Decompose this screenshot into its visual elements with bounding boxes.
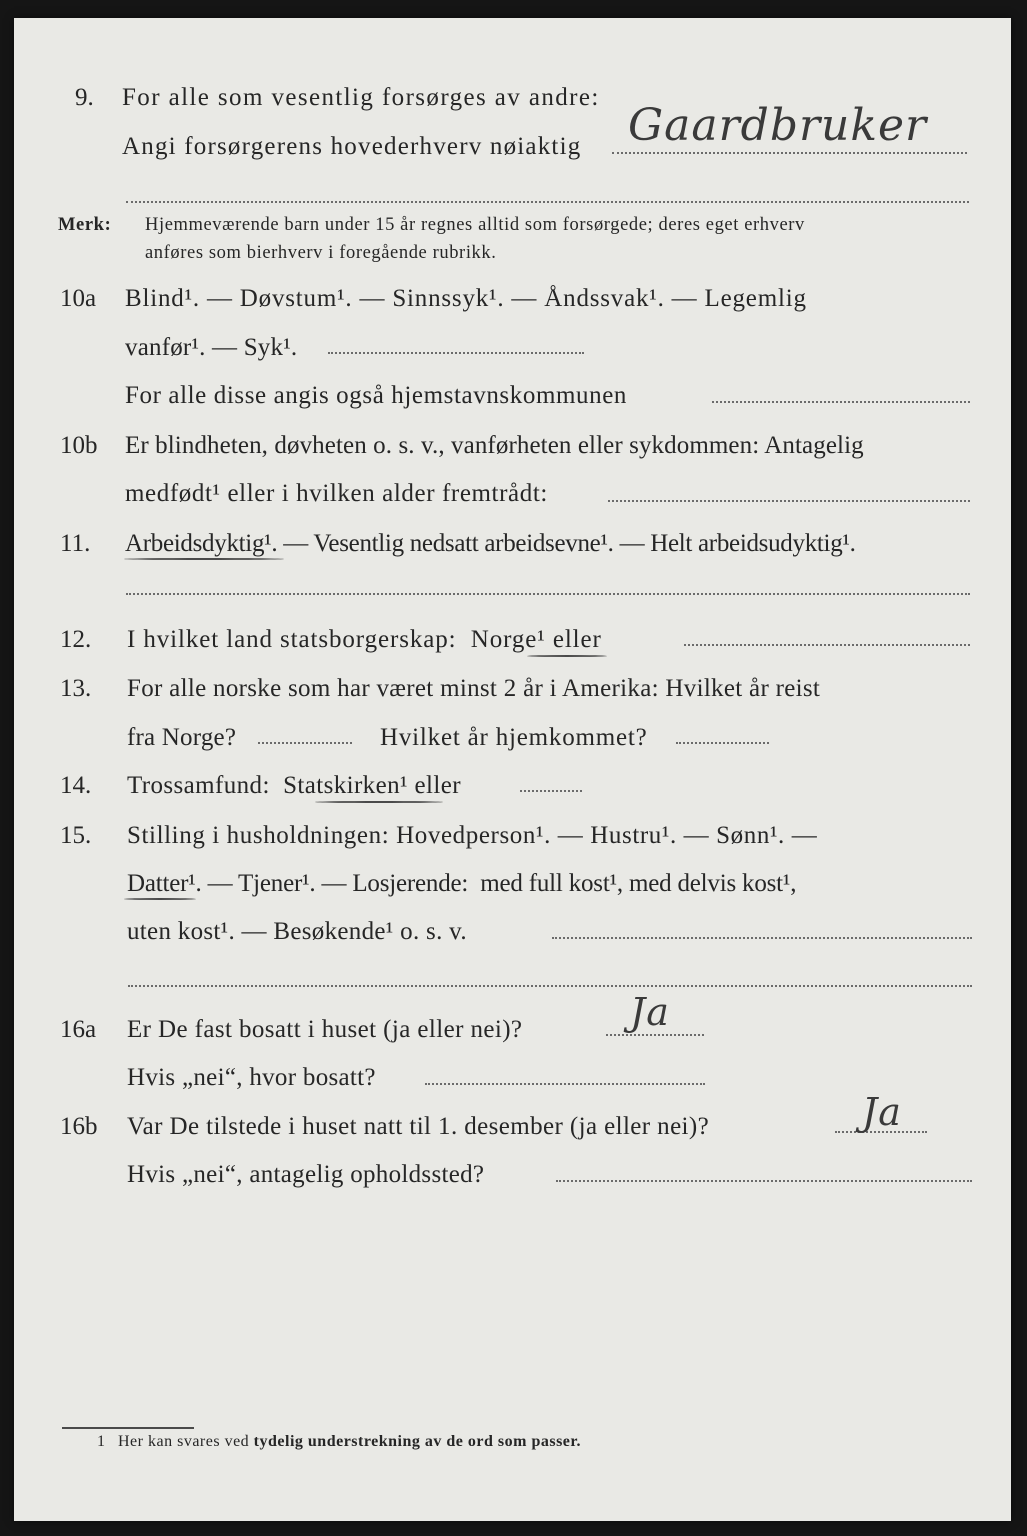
q10a-line3-dots	[712, 401, 970, 403]
q10b-line2: medfødt¹ eller i hvilken alder fremtrådt:	[125, 480, 548, 507]
q15-answer-dots	[552, 937, 972, 939]
q13-hjem-dots	[676, 742, 769, 744]
footnote-rule	[62, 1427, 194, 1429]
q10a-line1: Blind¹. — Døvstum¹. — Sinnssyk¹. — Åndssvak¹. — Legemlig	[125, 285, 807, 312]
q14-answer-dots	[520, 790, 582, 792]
q15-underline-mark	[124, 898, 196, 900]
q13-line2a: fra Norge?	[127, 724, 237, 751]
footnote-text	[118, 1433, 581, 1451]
q9-extra-line	[126, 201, 969, 203]
q11-text: Arbeidsdyktig¹. — Vesentlig nedsatt arbeidsevne¹. — Helt arbeidsudyktig¹.	[125, 530, 856, 557]
q12-answer-dots	[684, 644, 970, 646]
q15-line1: Stilling i husholdningen: Hovedperson¹. — Hustru¹. — Sønn¹. —	[127, 822, 818, 849]
q9-line1: For alle som vesentlig forsørges av andre:	[122, 84, 600, 111]
q10a-number: 10a	[60, 285, 97, 312]
q14-underline-mark	[315, 801, 443, 803]
q13-reist-dots	[258, 742, 352, 744]
q12-number: 12.	[60, 626, 92, 653]
q12-underline-mark	[527, 655, 607, 657]
q10a-line2-dots	[328, 352, 584, 354]
footnote-text-plain: Her kan svares ved	[118, 1433, 250, 1450]
q9-handwritten-answer: Gaardbruker	[628, 100, 928, 151]
q12-text: I hvilket land statsborgerskap: Norge¹ eller	[127, 626, 602, 653]
q9-number: 9.	[75, 84, 94, 111]
q16a-number: 16a	[60, 1016, 97, 1043]
q13-line2b: Hvilket år hjemkommet?	[380, 724, 648, 751]
q16a-line2-dots	[425, 1083, 705, 1085]
footnote-text-bold: tydelig understrekning av de ord som passer.	[253, 1433, 582, 1450]
q16a-line2: Hvis „nei“, hvor bosatt?	[127, 1064, 376, 1091]
q10b-line2-dots	[608, 500, 970, 502]
merk-line2: anføres som bierhverv i foregående rubrikk.	[145, 243, 497, 263]
q11-extra-line	[126, 593, 970, 595]
merk-line1: Hjemmeværende barn under 15 år regnes alltid som forsørgede; deres eget erhverv	[145, 215, 805, 235]
q16b-line1: Var De tilstede i huset natt til 1. desember (ja eller nei)?	[127, 1113, 710, 1140]
q13-number: 13.	[60, 675, 92, 702]
q16a-handwritten-answer: Ja	[630, 990, 670, 1034]
q16b-line2-dots	[556, 1180, 972, 1182]
q16b-handwritten-answer: Ja	[862, 1090, 902, 1134]
q16b-number: 16b	[60, 1113, 98, 1140]
q13-line1: For alle norske som har været minst 2 år i Amerika: Hvilket år reist	[127, 675, 821, 702]
q16a-line1: Er De fast bosatt i huset (ja eller nei)?	[127, 1016, 523, 1043]
q15-number: 15.	[60, 822, 92, 849]
q14-number: 14.	[60, 772, 92, 799]
q11-underline-mark	[124, 558, 284, 560]
q9-line2: Angi forsørgerens hovederhverv nøiaktig	[122, 133, 582, 160]
merk-label: Merk:	[58, 215, 112, 235]
q10b-line1: Er blindheten, døvheten o. s. v., vanførheten eller sykdommen: Antagelig	[125, 432, 864, 459]
q9-answer-line	[612, 152, 967, 154]
q15-line2: Datter¹. — Tjener¹. — Losjerende: med full kost¹, med delvis kost¹,	[127, 870, 797, 897]
q15-line3: uten kost¹. — Besøkende¹ o. s. v.	[127, 918, 467, 945]
q10b-number: 10b	[60, 432, 98, 459]
footnote-mark: 1	[97, 1433, 105, 1450]
q10a-line2: vanfør¹. — Syk¹.	[125, 334, 298, 361]
q15-extra-line	[128, 985, 972, 987]
q11-number: 11.	[60, 530, 91, 557]
q14-text: Trossamfund: Statskirken¹ eller	[127, 772, 461, 799]
q16b-line2: Hvis „nei“, antagelig opholdssted?	[127, 1161, 485, 1188]
q10a-line3: For alle disse angis også hjemstavnskommunen	[125, 382, 628, 409]
q16a-answer-dots	[606, 1034, 704, 1036]
